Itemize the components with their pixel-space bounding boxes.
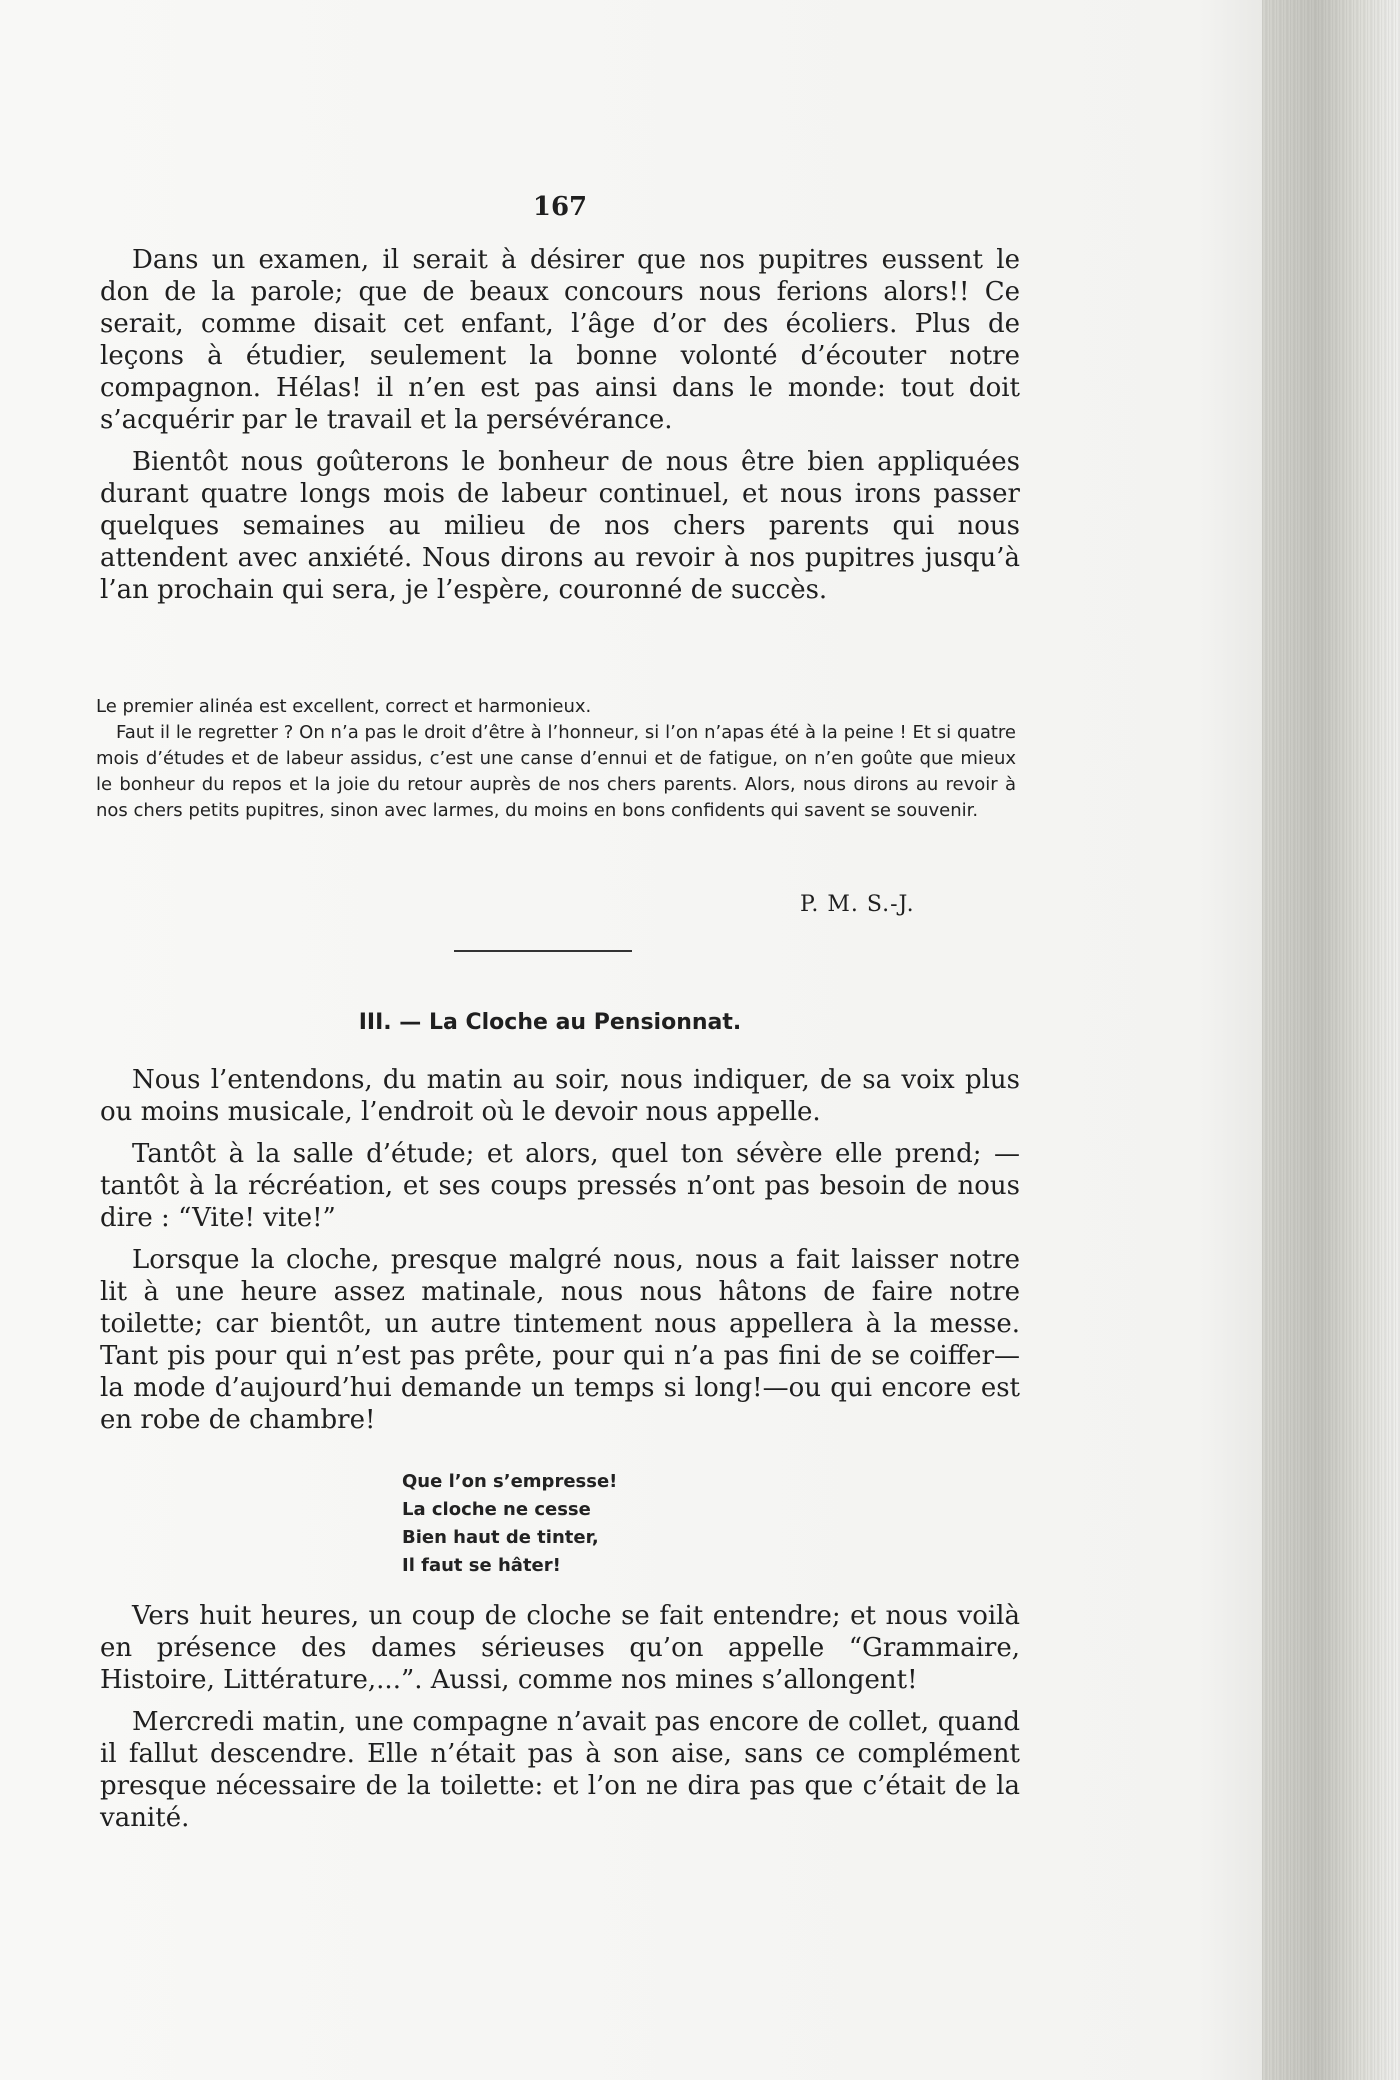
signature: P. M. S.-J. xyxy=(800,892,915,917)
poem-line: Il faut se hâter! xyxy=(402,1555,561,1576)
comment-paragraph: Faut il le regretter ? On n’a pas le droit d’être à l’honneur, si l’on n’apas été à la peine ! Et si quatre mois d’études et de labeur assidus, c’est une canse d’ennui et de fatigue, on n’en goûte que mieux le bonheur du repos et la joie du retour auprès de nos chers parents. Alors, nous dirons au revoir à nos chers petits pupitres, sinon avec larmes, du moins en bons confidents qui savent se souvenir. xyxy=(96,722,1016,821)
closing-text xyxy=(100,1600,1020,1844)
teacher-comment xyxy=(96,694,1016,824)
poem-line: La cloche ne cesse xyxy=(402,1499,591,1520)
intro-text xyxy=(100,244,1020,616)
poem-line: Que l’on s’empresse! xyxy=(402,1471,618,1492)
poem-stanza xyxy=(402,1468,617,1580)
paragraph: Bientôt nous goûterons le bonheur de nous être bien appliquées durant quatre longs mois de labeur continuel, et nous irons passer quelques semaines au milieu de nos chers parents qui nous attendent avec anxiété. Nous dirons au revoir à nos pupitres jusqu’à l’an prochain qui sera, je l’espère, couronné de succès. xyxy=(100,447,1020,605)
section-text xyxy=(100,1064,1020,1446)
paragraph: Dans un examen, il serait à désirer que nos pupitres eussent le don de la parole; que de beaux concours nous ferions alors!! Ce serait, comme disait cet enfant, l’âge d’or des écoliers. Plus de leçons à étudier, seulement la bonne volonté d’écouter notre compagnon. Hélas! il n’en est pas ainsi dans le monde: tout doit s’acquérir par le travail et la persévérance. xyxy=(100,245,1020,435)
comment-line: Le premier alinéa est excellent, correct et harmonieux. xyxy=(96,696,592,717)
paragraph: Lorsque la cloche, presque malgré nous, nous a fait laisser notre lit à une heure assez matinale, nous nous hâtons de faire notre toilette; car bientôt, un autre tintement nous appellera à la messe. Tant pis pour qui n’est pas prête, pour qui n’a pas fini de se coiffer—la mode d’aujourd’hui demande un temps si long!—ou qui encore est en robe de chambre! xyxy=(100,1245,1020,1435)
section-divider xyxy=(454,950,632,952)
section-title: III. — La Cloche au Pensionnat. xyxy=(358,1010,742,1035)
page-number: 167 xyxy=(532,192,588,222)
paragraph: Tantôt à la salle d’étude; et alors, quel ton sévère elle prend; — tantôt à la récréation, et ses coups pressés n’ont pas besoin de nous dire : “Vite! vite!” xyxy=(100,1139,1020,1233)
paragraph: Vers huit heures, un coup de cloche se fait entendre; et nous voilà en présence des dames sérieuses qu’on appelle “Grammaire, Histoire, Littérature,...”. Aussi, comme nos mines s’allongent! xyxy=(100,1601,1020,1695)
book-page-edge xyxy=(1262,0,1400,2080)
paragraph: Nous l’entendons, du matin au soir, nous indiquer, de sa voix plus ou moins musicale, l’endroit où le devoir nous appelle. xyxy=(100,1065,1020,1127)
paragraph: Mercredi matin, une compagne n’avait pas encore de collet, quand il fallut descendre. Elle n’était pas à son aise, sans ce complément presque nécessaire de la toilette: et l’on ne dira pas que c’était de la vanité. xyxy=(100,1707,1020,1833)
poem-line: Bien haut de tinter, xyxy=(402,1527,599,1548)
